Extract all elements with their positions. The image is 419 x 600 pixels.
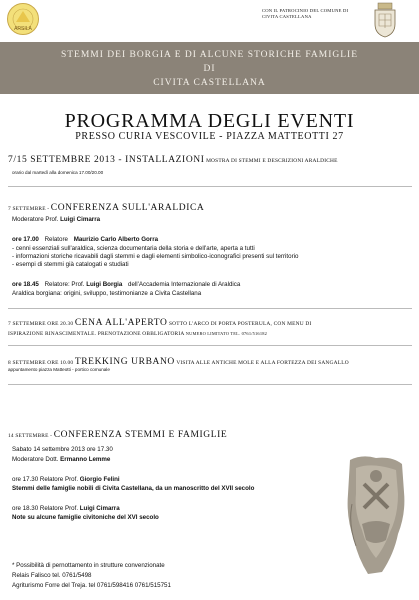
installazioni-desc: MOSTRA DI STEMMI E DESCRIZIONI ARALDICHE	[204, 158, 338, 164]
talk-head: ore 17.30 Relatore Prof.	[12, 476, 80, 483]
talk-speaker: Giorgio Felini	[79, 476, 120, 483]
conf1-date: 7 SETTEMBRE -	[8, 206, 51, 212]
installazioni-date: 7/15 SETTEMBRE 2013 -	[8, 155, 126, 165]
cena-desc-line	[8, 331, 267, 337]
talk-speaker: Maurizio Carlo Alberto Gorra	[73, 236, 159, 243]
conf2-moderator	[12, 456, 110, 464]
page-title: PROGRAMMA DEGLI EVENTI	[64, 110, 355, 132]
trekking-desc: VISITA ALLE ANTICHE MOLE E ALLA FORTEZZA DEI SANGALLO	[174, 360, 349, 366]
cena-phone: NUMERO LIMITATO TEL. 0761/516182	[184, 331, 268, 336]
patronage-line-2: CIVITA CASTELLANA	[262, 14, 312, 19]
conf2-talk2-topic: Note su alcune famiglie civitoniche del XVI secolo	[12, 514, 159, 521]
banner-line-3: CIVITA CASTELLANA	[153, 78, 266, 88]
moderator-name: Ermanno Lemme	[60, 456, 111, 463]
conf2-talk1	[12, 476, 120, 484]
installazioni-title: INSTALLAZIONI	[125, 155, 205, 165]
conf2-heading	[8, 430, 227, 440]
cena-title: CENA ALL'APERTO	[74, 318, 168, 328]
conf1-title: CONFERENZA SULL'ARALDICA	[50, 203, 205, 213]
banner-line-1: STEMMI DEI BORGIA E DI ALCUNE STORICHE FAMIGLIE	[60, 50, 359, 60]
cena-heading	[8, 318, 311, 328]
talk-speaker: Luigi Borgia	[86, 281, 123, 288]
section-divider	[8, 384, 412, 385]
civita-castellana-crest-icon	[370, 2, 400, 38]
talk-affiliation: dell'Accademia Internazionale di Araldica	[128, 281, 241, 288]
talk-time: ore 18.45	[12, 281, 39, 288]
section-divider	[8, 345, 412, 346]
conf1-moderator	[12, 216, 100, 224]
conf1-talk2-topic: Araldica borgiana: origini, sviluppo, testimonianze a Civita Castellana	[12, 290, 202, 297]
conf1-heading	[8, 203, 204, 213]
trekking-note: appuntamento piazza Matteotti - portico comunale	[8, 367, 110, 372]
footer-hotel-1: Relais Falisco tel. 0761/5498	[12, 572, 92, 579]
arsila-logo	[6, 2, 40, 36]
patronage-line-1: CON IL PATROCINIO DEL COMUNE DI	[262, 8, 349, 13]
cena-date: 7 SETTEMBRE ORE 20.30	[8, 321, 75, 327]
footer-hotel-2: Agriturismo Forre del Treja. tel 0761/598416 0761/515751	[12, 582, 171, 589]
moderator-label: Moderatore Dott.	[12, 456, 61, 463]
patronage-text	[262, 8, 362, 20]
cena-desc-2: ISPIRAZIONE RINASCIMENTALE. PRENOTAZIONE OBBLIGATORIA	[8, 331, 185, 337]
stone-coat-of-arms-image	[342, 454, 408, 578]
conf2-date: 14 SETTEMBRE -	[8, 433, 54, 439]
trekking-title: TREKKING URBANO	[74, 357, 175, 367]
event-banner	[0, 42, 419, 94]
talk-label: Relatore: Prof.	[44, 281, 87, 288]
page-subtitle: PRESSO CURIA VESCOVILE - PIAZZA MATTEOTTI 27	[75, 131, 344, 142]
conf1-talk1	[12, 236, 158, 244]
banner-line-2: DI	[203, 64, 216, 74]
conf2-talk1-topic: Stemmi delle famiglie nobili di Civita Castellana, da un manoscritto del XVII secolo	[12, 485, 255, 492]
conf1-talk1-point-2: - informazioni storiche ricavabili dagli stemmi e dagli elementi simbolico-iconografici presenti sul territorio	[12, 253, 299, 260]
talk-speaker: Luigi Cimarra	[79, 505, 120, 512]
trekking-date: 8 SETTEMBRE ORE 10.00	[8, 360, 75, 366]
conf1-talk1-point-1: - cenni essenziali sull'araldica, scienza documentaria della storia e dell'arte, aperta a tutti	[12, 245, 255, 252]
footer-note: * Possibilità di pernottamento in strutture convenzionate	[12, 562, 165, 569]
conf1-talk2	[12, 281, 240, 289]
talk-label: Relatore	[44, 236, 68, 243]
talk-time: ore 17.00	[12, 236, 39, 243]
conf2-when: Sabato 14 settembre 2013 ore 17.30	[12, 446, 113, 453]
moderator-label: Moderatore Prof.	[12, 216, 61, 223]
trekking-heading	[8, 357, 349, 367]
svg-text:ARSILA: ARSILA	[14, 26, 32, 32]
conf2-talk2	[12, 505, 120, 513]
conf2-title: CONFERENZA STEMMI E FAMIGLIE	[53, 430, 228, 440]
installazioni-heading	[8, 155, 338, 165]
conf1-talk1-point-3: - esempi di stemmi già catalogati e studiati	[12, 261, 129, 268]
section-divider	[8, 186, 412, 187]
installazioni-hours: orario dal martedì alla domenica 17.00/20.00	[12, 170, 104, 175]
moderator-name: Luigi Cimarra	[60, 216, 101, 223]
cena-desc-1: SOTTO L'ARCO DI PORTA POSTERULA, CON MENU DI	[167, 321, 312, 327]
talk-head: ore 18.30 Relatore Prof.	[12, 505, 80, 512]
section-divider	[8, 308, 412, 309]
